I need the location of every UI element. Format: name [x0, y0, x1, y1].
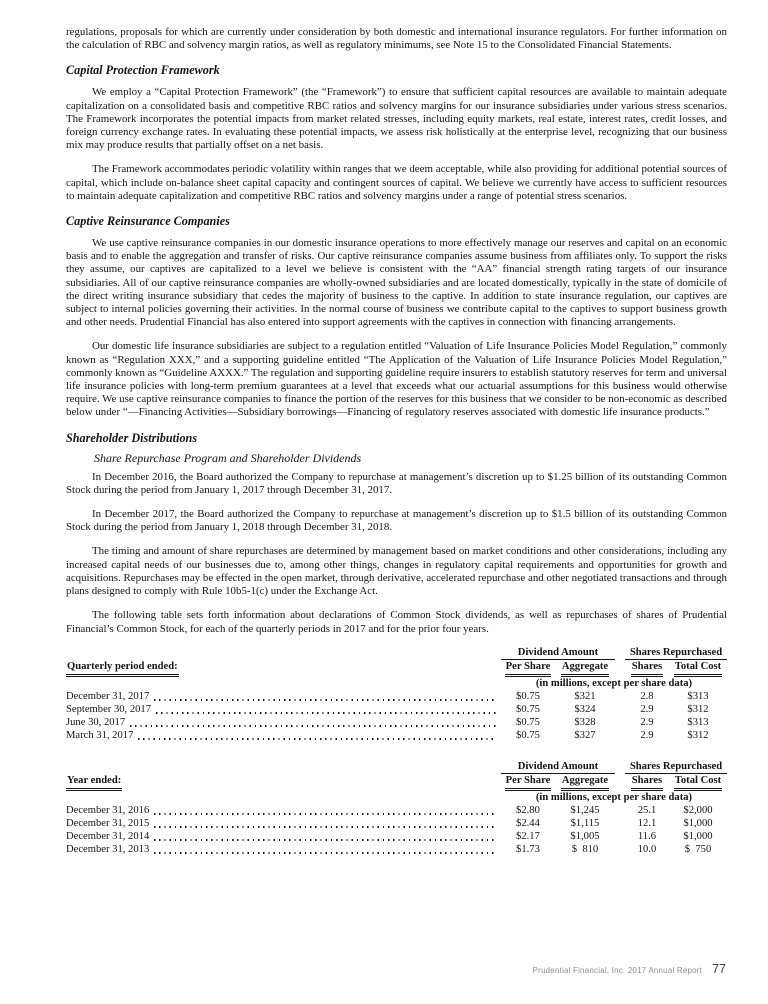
- dot-leader: [154, 826, 497, 828]
- group-header-dividend-amount: Dividend Amount: [501, 758, 615, 774]
- cell-shares: 11.6: [637, 830, 657, 842]
- cell-total-cost: $ 750: [684, 843, 712, 855]
- paragraph: We use captive reinsurance companies in our domestic insurance operations to more effectively manage our reserves and capital on an economic basis and to enable the aggregation and transfer of risks. Our captive reinsurance companies assume business from affiliates only. To support the risks they assume, our captives are capitalized to a level we believe is consistent with the “AA” financial strength rating targets of our insurance subsidiaries. All of our captive reinsurance companies are wholly-owned subsidiaries and are located domestically, typically in the state of domicile of the direct writing insurance subsidiary that cedes the majority of business to the captive. In addition to state insurance regulation, our captives are subject to internal policies governing their activities. In the normal course of business we contribute capital to the captives to support business growth and other needs. Prudential Financial has also entered into support agreements with the captives in connection with financing arrangements.: [66, 237, 727, 329]
- column-header-shares: Shares: [625, 773, 669, 791]
- row-label: December 31, 2014: [66, 830, 501, 843]
- cell-shares: 2.9: [640, 716, 654, 728]
- table-row: [66, 843, 727, 856]
- section-heading-capital-protection-framework: Capital Protection Framework: [66, 63, 220, 78]
- row-label: December 31, 2013: [66, 843, 501, 856]
- footer-report-title: Prudential Financial, Inc. 2017 Annual Report: [532, 966, 703, 975]
- quarterly-dividends-repurchases-table: [66, 644, 727, 742]
- cell-total-cost: $313: [687, 716, 709, 728]
- dot-leader: [130, 725, 497, 727]
- cell-aggregate: $1,115: [570, 817, 600, 829]
- table-group-header-row: [66, 758, 727, 774]
- cell-aggregate: $328: [574, 716, 596, 728]
- section-heading-shareholder-distributions: Shareholder Distributions: [66, 430, 198, 445]
- row-header-label: Quarterly period ended:: [66, 659, 501, 677]
- column-header-aggregate: Aggregate: [555, 773, 615, 791]
- dot-leader: [154, 839, 497, 841]
- table-units-row: [66, 791, 727, 804]
- cell-shares: 2.9: [640, 729, 654, 741]
- column-header-total-cost: Total Cost: [669, 773, 727, 791]
- row-header-label: Year ended:: [66, 773, 501, 791]
- table-row: [66, 716, 727, 729]
- row-label: December 31, 2016: [66, 804, 501, 817]
- table-row: [66, 804, 727, 817]
- paragraph: In December 2016, the Board authorized the Company to repurchase at management’s discretion up to $1.25 billion of its outstanding Common Stock during the period from January 1, 2017 through December 31, 2017.: [66, 470, 727, 496]
- group-header-shares-repurchased: Shares Repurchased: [625, 758, 727, 774]
- dot-leader: [154, 699, 497, 701]
- table-row: [66, 817, 727, 830]
- group-header-dividend-amount: Dividend Amount: [501, 644, 615, 660]
- table-row: [66, 690, 727, 703]
- page-footer: [533, 962, 726, 976]
- dot-leader: [154, 852, 497, 854]
- table-row: [66, 703, 727, 716]
- section-heading-captive-reinsurance-companies: Captive Reinsurance Companies: [66, 214, 230, 229]
- table-column-header-row: [66, 773, 727, 791]
- cell-shares: 12.1: [637, 817, 657, 829]
- paragraph: The following table sets forth information about declarations of Common Stock dividends, as well as repurchases of shares of Prudential Financial’s Common Stock, for each of the quarterly periods in 2017 and for the prior four years.: [66, 609, 727, 635]
- table-column-header-row: [66, 659, 727, 677]
- cell-per-share: $2.44: [516, 817, 540, 829]
- cell-per-share: $1.73: [516, 843, 540, 855]
- paragraph: The Framework accommodates periodic volatility within ranges that we deem acceptable, while also providing for additional potential sources of capital, which include on-balance sheet capital capacity and contingent sources of capital. We believe we currently have access to sufficient resources to maintain adequate capitalization and competitive RBC ratios and solvency margins under a range of potential stress scenarios.: [66, 163, 727, 202]
- paragraph: The timing and amount of share repurchases are determined by management based on market conditions and other considerations, including any increased capital needs of our businesses due to, among other things, changes in regulatory capital requirements and opportunities for growth and acquisitions. Repurchases may be effected in the open market, through derivative, accelerated repurchase and other negotiated transactions and through plans designed to comply with Rule 10b5-1(c) under the Exchange Act.: [66, 545, 727, 598]
- units-note: (in millions, except per share data): [535, 791, 693, 803]
- row-label: December 31, 2017: [66, 690, 501, 703]
- row-label: December 31, 2015: [66, 817, 501, 830]
- cell-total-cost: $1,000: [683, 830, 713, 842]
- cell-aggregate: $1,005: [570, 830, 600, 842]
- cell-total-cost: $313: [687, 690, 709, 702]
- footer-page-number: 77: [712, 962, 726, 976]
- cell-total-cost: $2,000: [683, 804, 713, 816]
- subsection-heading-share-repurchase-program: Share Repurchase Program and Shareholder Dividends: [94, 450, 362, 465]
- paragraph: In December 2017, the Board authorized the Company to repurchase at management’s discretion up to $1.5 billion of its outstanding Common Stock during the period from January 1, 2018 through December 31, 2018.: [66, 508, 727, 534]
- table-group-header-row: [66, 644, 727, 660]
- cell-aggregate: $327: [574, 729, 596, 741]
- cell-shares: 2.8: [640, 690, 654, 702]
- column-header-per-share: Per Share: [501, 773, 555, 791]
- paragraph: Our domestic life insurance subsidiaries are subject to a regulation entitled “Valuation of Life Insurance Policies Model Regulation,” commonly known as “Regulation XXX,” and a supporting guideline entitled “The Application of the Valuation of Life Insurance Policies Model Regulation,” commonly known as “Guideline AXXX.” The regulation and supporting guideline require insurers to establish statutory reserves for term and universal life insurance policies with long-term premium guarantees at a level that exceeds what our actuarial assumptions for this business would otherwise require. We use captive reinsurance companies to finance the portion of the reserves for this business that we consider to be non-economic as described below under “—Financing Activities—Subsidiary borrowings—Financing of regulatory reserves associated with domestic life insurance products.”: [66, 340, 727, 419]
- dot-leader: [156, 712, 497, 714]
- cell-per-share: $0.75: [516, 716, 540, 728]
- annual-dividends-repurchases-table: [66, 758, 727, 856]
- cell-aggregate: $1,245: [570, 804, 600, 816]
- cell-aggregate: $ 810: [571, 843, 599, 855]
- table-row: [66, 729, 727, 742]
- cell-per-share: $2.80: [516, 804, 540, 816]
- cell-per-share: $0.75: [516, 703, 540, 715]
- dot-leader: [138, 738, 497, 740]
- page-content: [66, 26, 727, 872]
- row-label: March 31, 2017: [66, 729, 501, 742]
- cell-shares: 25.1: [637, 804, 657, 816]
- dot-leader: [154, 813, 497, 815]
- cell-per-share: $0.75: [516, 729, 540, 741]
- cell-total-cost: $312: [687, 703, 709, 715]
- column-header-total-cost: Total Cost: [669, 659, 727, 677]
- cell-total-cost: $312: [687, 729, 709, 741]
- units-note: (in millions, except per share data): [535, 677, 693, 689]
- cell-shares: 10.0: [637, 843, 657, 855]
- row-label: September 30, 2017: [66, 703, 501, 716]
- column-header-aggregate: Aggregate: [555, 659, 615, 677]
- cell-per-share: $0.75: [516, 690, 540, 702]
- cell-per-share: $2.17: [516, 830, 540, 842]
- column-header-per-share: Per Share: [501, 659, 555, 677]
- cell-shares: 2.9: [640, 703, 654, 715]
- table-units-row: [66, 677, 727, 690]
- paragraph-continuation: regulations, proposals for which are currently under consideration by both domestic and international insurance regulators. For further information on the calculation of RBC and solvency margin ratios, as well as regulatory minimums, see Note 15 to the Consolidated Financial Statements.: [66, 26, 727, 52]
- row-label: June 30, 2017: [66, 716, 501, 729]
- cell-total-cost: $1,000: [683, 817, 713, 829]
- group-header-shares-repurchased: Shares Repurchased: [625, 644, 727, 660]
- cell-aggregate: $321: [574, 690, 596, 702]
- table-row: [66, 830, 727, 843]
- column-header-shares: Shares: [625, 659, 669, 677]
- paragraph: We employ a “Capital Protection Framework” (the “Framework”) to ensure that sufficient capital resources are available to maintain adequate capitalization on a consolidated basis and competitive RBC ratios and solvency margins for our insurance subsidiaries under various stress scenarios. The Framework incorporates the potential impacts from market related stresses, including equity markets, real estate, interest rates, credit losses, and foreign currency exchange rates. In evaluating these potential impacts, we assess risk holistically at the enterprise level, recognizing that our business mix may produce results that partially offset on a net basis.: [66, 86, 727, 152]
- cell-aggregate: $324: [574, 703, 596, 715]
